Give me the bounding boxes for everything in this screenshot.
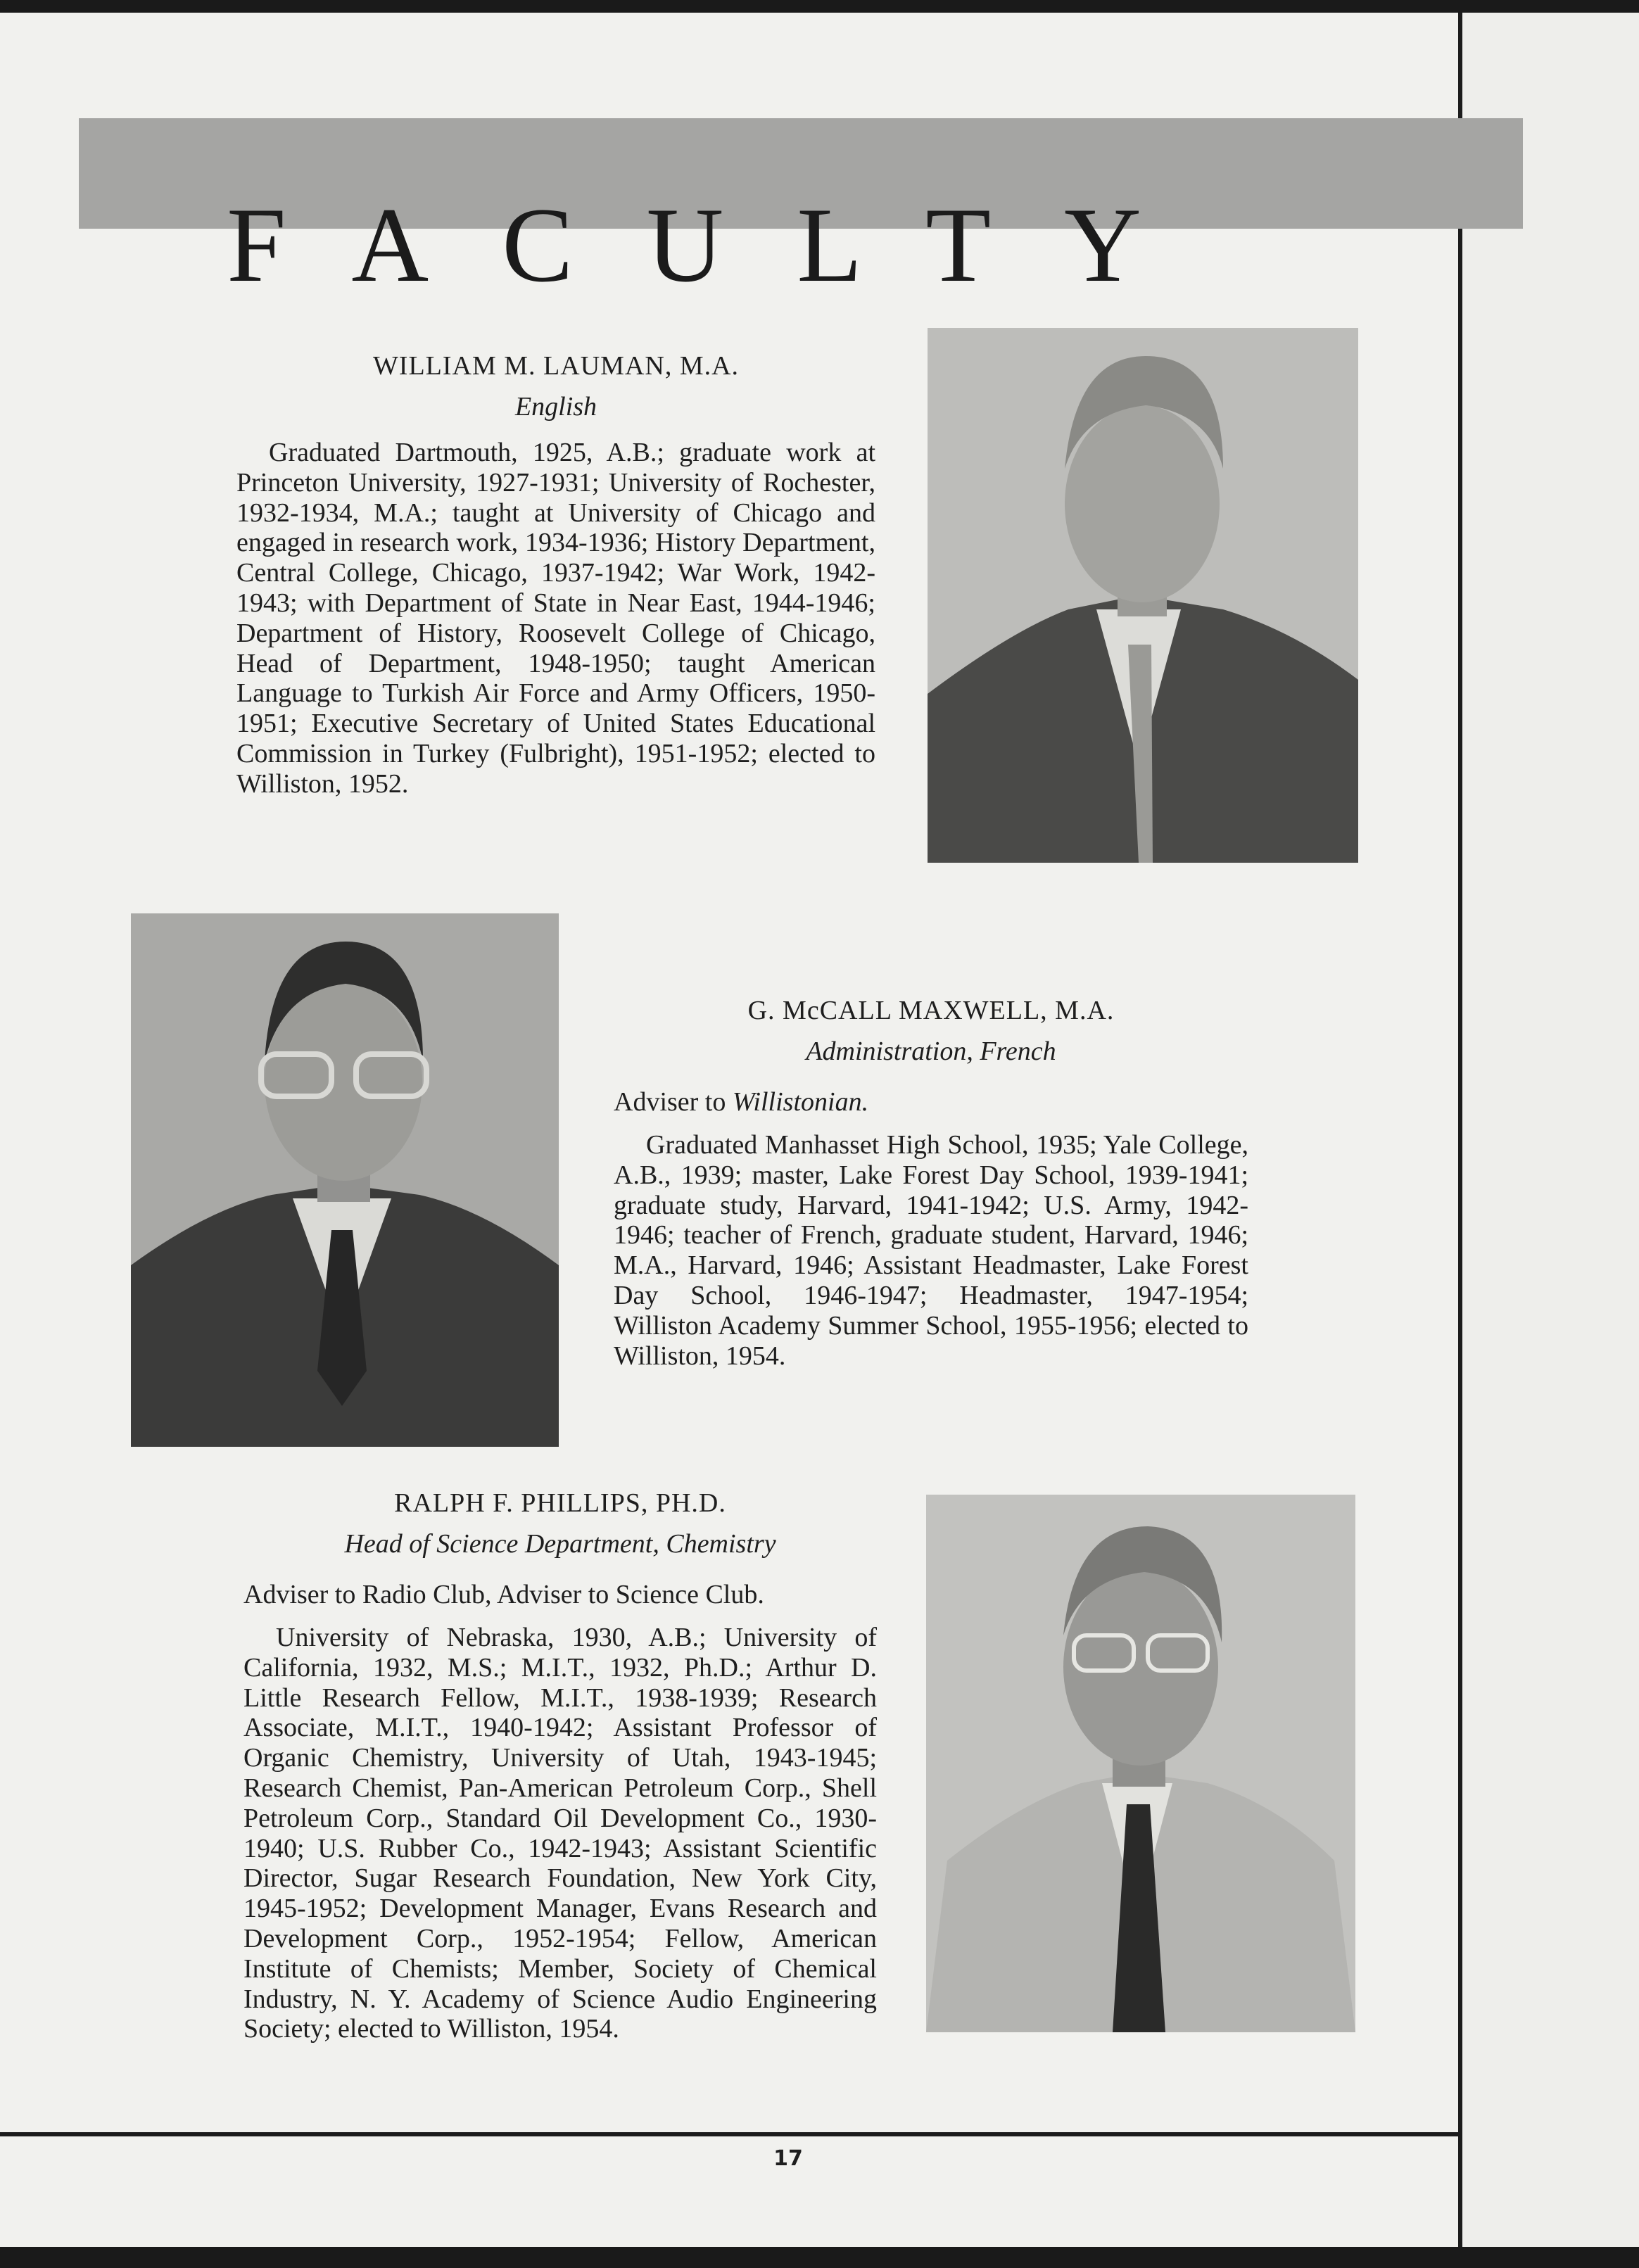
faculty-name: WILLIAM M. LAUMAN, M.A. (372, 351, 740, 381)
faculty-subject: Administration, French (806, 1037, 1056, 1066)
page-title: FACULTY (227, 186, 1215, 305)
faculty-bio: Graduated Dartmouth, 1925, A.B.; graduate work at Princeton University, 1927-1931; University of Rochester, 1932-1934, M.A.; taught at University of Chicago and engaged in research work, 1934-1936; History Department, Central College, Chicago, 1937-1942; War Work, 1942-1943; with Department of State in Near East, 1944-1946; Department of History, Roosevelt College of Chicago, Head of Department, 1948-1950; taught American Language to Turkish Air Force and Army Officers, 1950-1951; Executive Secretary of United States Educational Commission in Turkey (Fulbright), 1951-1952; elected to Williston, 1952. (236, 438, 875, 799)
right-rule (1458, 13, 1462, 2247)
faculty-adviser (614, 1087, 1248, 1117)
adjacent-page-edge (1462, 13, 1639, 2247)
faculty-adviser: Adviser to Radio Club, Adviser to Science Club. (243, 1580, 764, 1609)
bottom-rule (0, 2132, 1458, 2136)
page-number: 17 (773, 2146, 803, 2171)
faculty-entry-lauman (236, 348, 875, 799)
portrait-photo-maxwell (131, 913, 559, 1447)
portrait-photo-lauman (928, 328, 1358, 863)
faculty-subject: Head of Science Department, Chemistry (344, 1529, 776, 1559)
faculty-bio: Graduated Manhasset High School, 1935; Yale College, A.B., 1939; master, Lake Forest Day School, 1939-1941; graduate study, Harvard, 1941-1942; U.S. Army, 1942-1946; teacher of French, graduate student, Harvard, 1946; M.A., Harvard, 1946; Assistant Headmaster, Lake Forest Day School, 1946-1947; Headmaster, 1947-1954; Williston Academy Summer School, 1955-1956; elected to Williston, 1954. (614, 1130, 1248, 1371)
faculty-bio: University of Nebraska, 1930, A.B.; University of California, 1932, M.S.; M.I.T., 1932, Ph.D.; Arthur D. Little Research Fellow, M.I.T., 1938-1939; Research Associate, M.I.T., 1940-1942; Assistant Professor of Organic Chemistry, University of Utah, 1943-1945; Research Chemist, Pan-American Petroleum Corp., Shell Petroleum Corp., Standard Oil Development Co., 1930-1940; U.S. Rubber Co., 1942-1943; Assistant Scientific Director, Sugar Research Foundation, New York City, 1945-1952; Development Manager, Evans Research and Development Corp., 1952-1954; Fellow, American Institute of Chemists; Member, Society of Chemical Industry, N. Y. Academy of Science Audio Engineering Society; elected to Williston, 1954. (243, 1623, 877, 2044)
portrait-photo-phillips (926, 1495, 1355, 2032)
adviser-prefix: Adviser to (614, 1087, 733, 1117)
faculty-entry-maxwell (614, 992, 1248, 1371)
adviser-publication: Willistonian. (732, 1087, 869, 1117)
faculty-subject: English (514, 392, 597, 422)
faculty-entry-phillips (243, 1485, 877, 2044)
faculty-name: RALPH F. PHILLIPS, PH.D. (394, 1488, 726, 1518)
faculty-name: G. McCALL MAXWELL, M.A. (747, 996, 1115, 1025)
